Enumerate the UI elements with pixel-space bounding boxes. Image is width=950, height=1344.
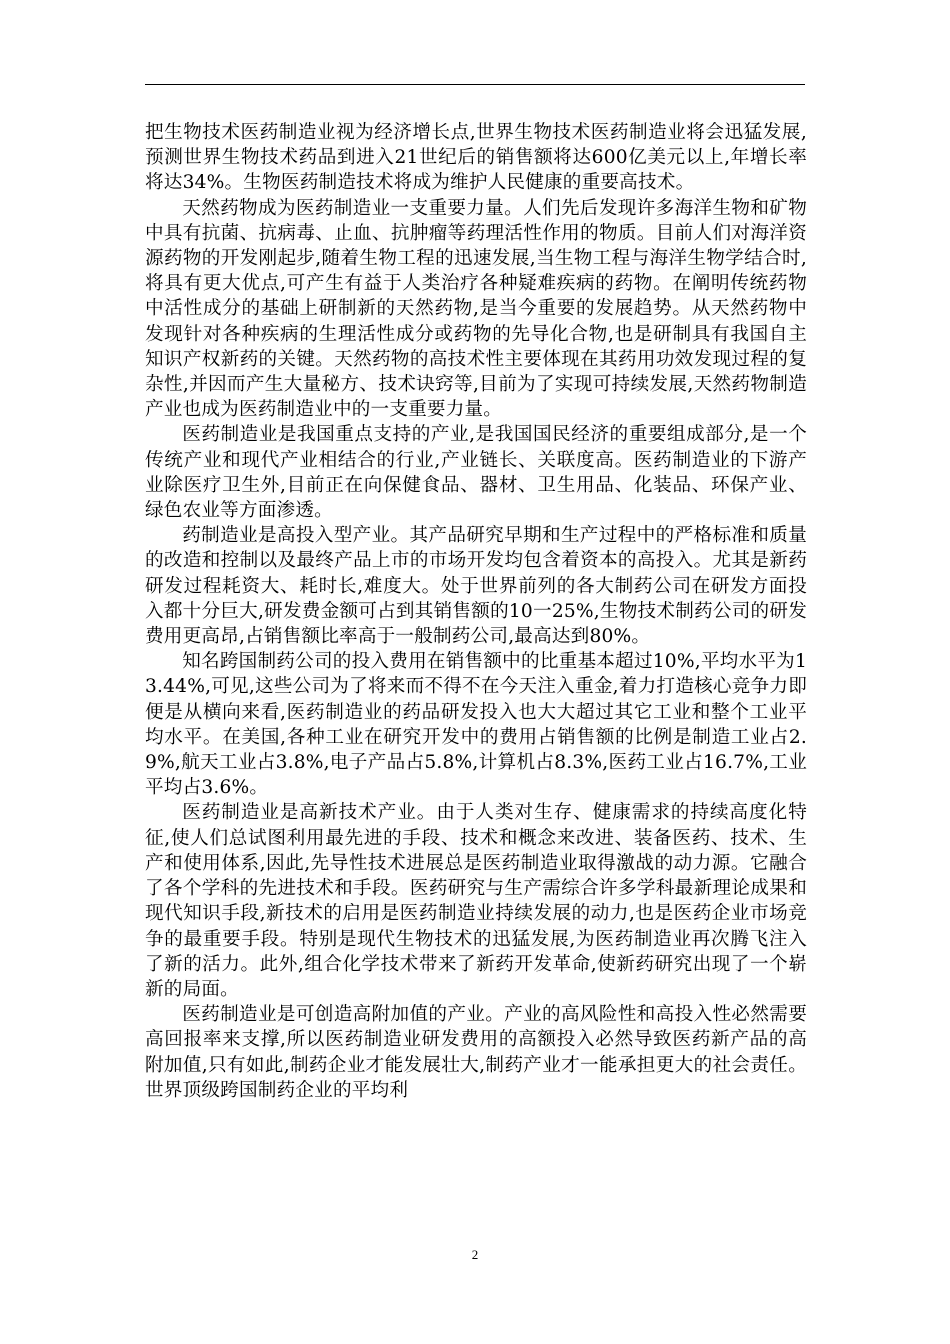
paragraph-rd-spending: 知名跨国制药公司的投入费用在销售额中的比重基本超过10%,平均水平为13.44%,可见,这些公司为了将来而不得不在今天注入重金,着力打造核心竞争力即便是从横向来看,医药制造业的药品研发投入也大大超过其它工业和整个工业平均水平。在美国,各种工业在研究开发中的费用占销售额的比例是制造工业占2.9%,航天工业占3.8%,电子产品占5.8%,计算机占8.3%,医药工业占16.7%,工业平均占3.6%。: [145, 651, 807, 799]
paragraph-high-tech: 医药制造业是高新技术产业。由于人类对生存、健康需求的持续高度化特征,使人们总试图利用最先进的手段、技术和概念来改进、装备医药、技术、生产和使用体系,因此,先导性技术进展总是医药制造业取得激战的动力源。它融合了各个学科的先进技术和手段。医药研究与生产需综合许多学科最新理论成果和现代知识手段,新技术的启用是医药制造业持续发展的动力,也是医药企业市场竞争的最重要手段。特别是现代生物技术的迅猛发展,为医药制造业再次腾飞注入了新的活力。此外,组合化学技术带来了新药开发革命,使新药研究出现了一个崭新的局面。: [145, 802, 807, 1000]
page-number: 2: [471, 1247, 479, 1262]
paragraph-continued: 把生物技术医药制造业视为经济增长点,世界生物技术医药制造业将会迅猛发展,预测世界生物技术药品到进入21世纪后的销售额将达600亿美元以上,年增长率将达34%。生物医药制造技术将成为维护人民健康的重要高技术。: [145, 122, 807, 194]
paragraph-key-industry: 医药制造业是我国重点支持的产业,是我国国民经济的重要组成部分,是一个传统产业和现代产业相结合的行业,产业链长、关联度高。医药制造业的下游产业除医疗卫生外,目前正在向保健食品、器材、卫生用品、化装品、环保产业、绿色农业等方面渗透。: [145, 424, 807, 522]
paragraph-high-value-added: 医药制造业是可创造高附加值的产业。产业的高风险性和高投入性必然需要高回报率来支撑,所以医药制造业研发费用的高额投入必然导致医药新产品的高附加值,只有如此,制药企业才能发展壮大,制药产业才一能承担更大的社会责任。世界顶级跨国制药企业的平均利: [145, 1004, 807, 1101]
paragraph-high-investment: 药制造业是高投入型产业。其产品研究早期和生产过程中的严格标准和质量的改造和控制以及最终产品上市的市场开发均包含着资本的高投入。尤其是新药研发过程耗资大、耗时长,难度大。处于世界前列的各大制药公司在研发方面投入都十分巨大,研发费金额可占到其销售额的10一25%,生物技术制药公司的研发费用更高昂,占销售额比率高于一般制药公司,最高达到80%。: [145, 525, 807, 648]
header-rule: [145, 84, 805, 85]
document-body: [145, 120, 807, 1103]
paragraph-natural-medicine: 天然药物成为医药制造业一支重要力量。人们先后发现许多海洋生物和矿物中具有抗菌、抗病毒、止血、抗肿瘤等药理活性作用的物质。目前人们对海洋资源药物的开发刚起步,随着生物工程的迅速发展,当生物工程与海洋生物学结合时,将具有更大优点,可产生有益于人类治疗各种疑难疾病的药物。在阐明传统药物中活性成分的基础上研制新的天然药物,是当今重要的发展趋势。从天然药物中发现针对各种疾病的生理活性成分或药物的先导化合物,也是研制具有我国自主知识产权新药的关键。天然药物的高技术性主要体现在其药用功效发现过程的复杂性,并因而产生大量秘方、技术诀窍等,目前为了实现可持续发展,天然药物制造产业也成为医药制造业中的一支重要力量。: [145, 197, 807, 421]
